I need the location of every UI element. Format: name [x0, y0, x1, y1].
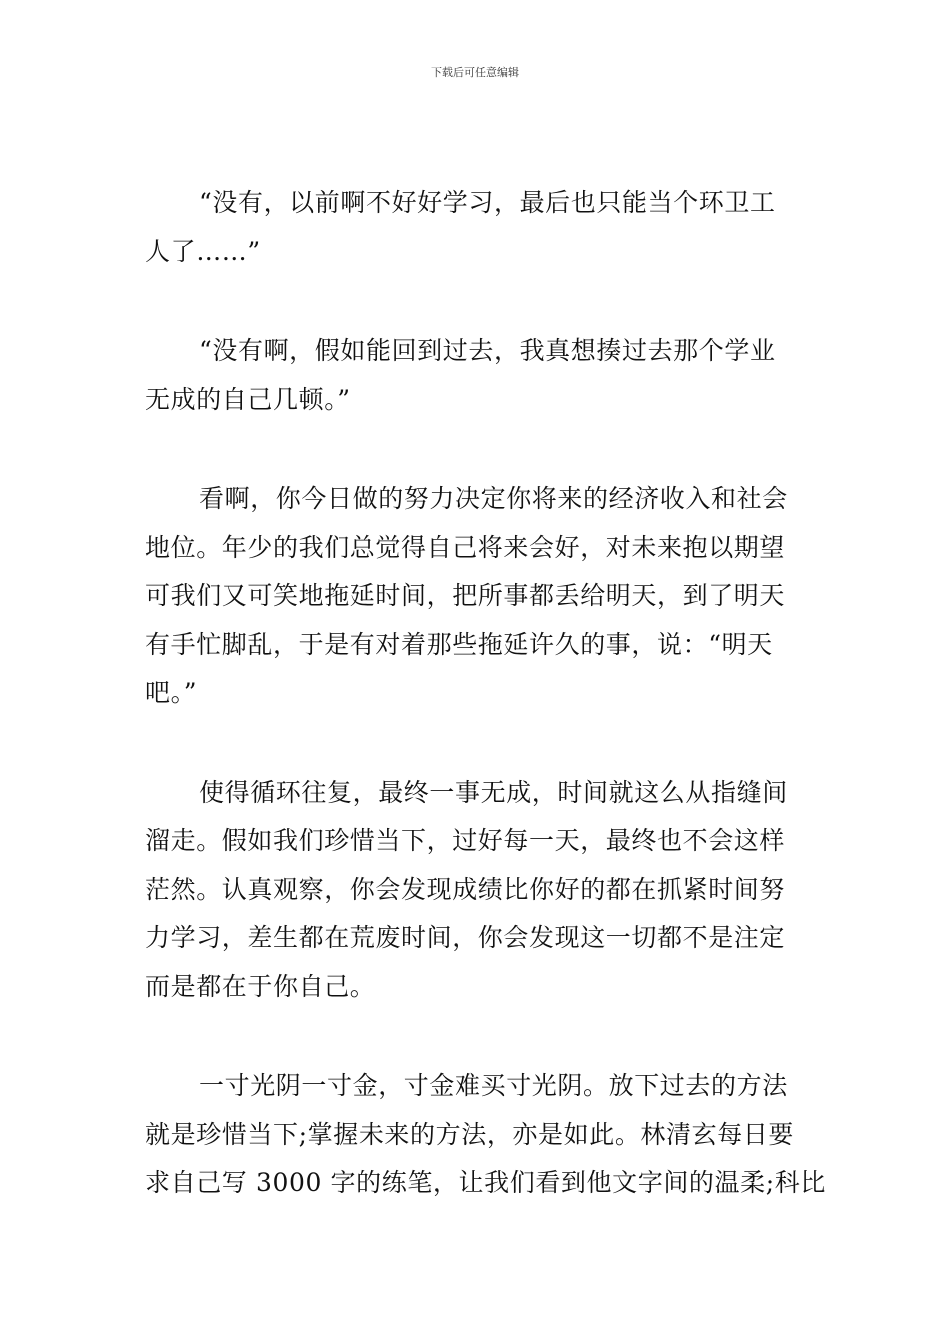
text-line: 地位。年少的我们总觉得自己将来会好，对未来抱以期望 [145, 532, 786, 562]
paragraph [145, 475, 805, 718]
text-line: 吧。” [145, 678, 198, 707]
text-line: 无成的自己几顿。” [145, 384, 351, 414]
paragraph [145, 1062, 826, 1208]
paragraph [145, 327, 805, 424]
text-line: 茫然。认真观察，你会发现成绩比你好的都在抓紧时间努 [145, 874, 786, 904]
page-header: 下载后可任意编辑 [431, 66, 519, 79]
text-line: 就是珍惜当下;掌握未来的方法，亦是如此。林清玄每日要 [145, 1119, 795, 1149]
text-line: 而是都在于你自己。 [145, 971, 376, 1001]
text-line: 可我们又可笑地拖延时间，把所事都丢给明天，到了明天 [145, 581, 786, 610]
text-line: 力学习，差生都在荒废时间，你会发现这一切都不是注定 [145, 923, 786, 952]
text-line: 有手忙脚乱，于是有对着那些拖延许久的事，说：“明天 [145, 629, 773, 659]
text-line: “没有，以前啊不好好学习，最后也只能当个环卫工 [199, 188, 776, 217]
text-line: 一寸光阴一寸金，寸金难买寸光阴。放下过去的方法 [199, 1071, 788, 1100]
text-line: 求自己写 3000 字的练笔，让我们看到他文字间的温柔;科比 [145, 1168, 826, 1197]
text-line: 人了……” [145, 236, 261, 266]
paragraph [145, 769, 805, 1012]
text-line: “没有啊，假如能回到过去，我真想揍过去那个学业 [199, 336, 776, 365]
text-line: 使得循环往复，最终一事无成，时间就这么从指缝间 [199, 777, 788, 807]
paragraph [145, 179, 805, 276]
document-body [145, 179, 826, 1208]
text-line: 溜走。假如我们珍惜当下，过好每一天，最终也不会这样 [145, 826, 786, 855]
text-line: 看啊，你今日做的努力决定你将来的经济收入和社会 [199, 484, 788, 513]
